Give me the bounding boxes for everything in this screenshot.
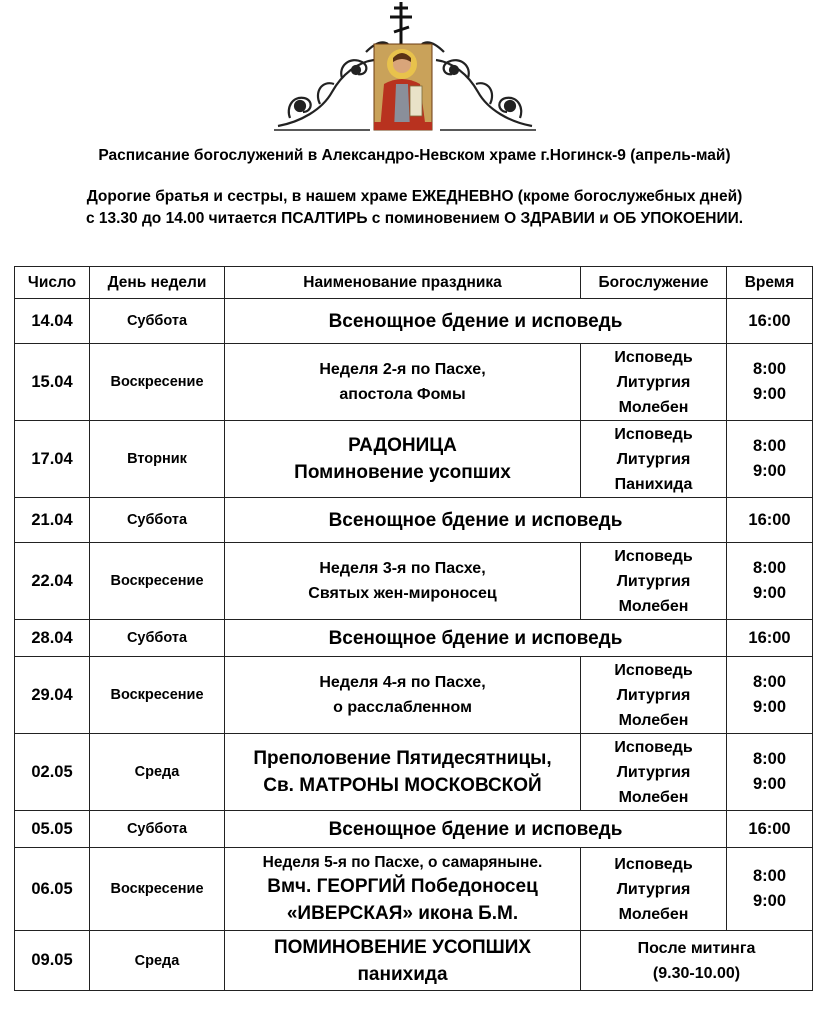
left-scroll-ornament-icon xyxy=(274,42,388,130)
table-row xyxy=(15,344,813,421)
intro-line-2: с 13.30 до 14.00 читается ПСАЛТИРЬ с поминовением О ЗДРАВИИ и ОБ УПОКОЕНИИ. xyxy=(85,210,744,227)
weekday-cell: Воскресение xyxy=(90,543,225,620)
service-line: Молебен xyxy=(618,711,689,729)
feast-line: «ИВЕРСКАЯ» икона Б.М. xyxy=(286,902,519,924)
orthodox-cross-icon xyxy=(390,2,412,45)
feast-cell: Всенощное бдение и исповедь xyxy=(225,299,727,344)
time-line: 8:00 xyxy=(752,673,787,691)
service-line: Литургия xyxy=(616,373,691,391)
time-cell xyxy=(727,543,813,620)
weekday-cell: Среда xyxy=(90,931,225,991)
feast-line: Неделя 3-я по Пасхе, xyxy=(319,560,486,577)
time-cell: 16:00 xyxy=(727,498,813,543)
time-cell xyxy=(727,657,813,734)
feast-line: ПОМИНОВЕНИЕ УСОПШИХ xyxy=(273,936,532,958)
time-cell xyxy=(727,734,813,811)
time-line: 9:00 xyxy=(752,698,787,716)
feast-cell xyxy=(225,848,581,931)
weekday-cell: Воскресение xyxy=(90,848,225,931)
feast-cell xyxy=(225,657,581,734)
date-cell: 29.04 xyxy=(15,657,90,734)
time-cell xyxy=(727,421,813,498)
service-line: Исповедь xyxy=(614,547,693,565)
feast-line: панихида xyxy=(357,963,448,985)
table-row xyxy=(15,498,813,543)
feast-line: Вмч. ГЕОРГИЙ Победоносец xyxy=(267,875,538,897)
column-header-date: Число xyxy=(15,267,90,299)
table-row xyxy=(15,299,813,344)
church-header-ornament xyxy=(270,0,540,135)
service-line: Молебен xyxy=(618,398,689,416)
table-row xyxy=(15,734,813,811)
date-cell: 06.05 xyxy=(15,848,90,931)
feast-line: Св. МАТРОНЫ МОСКОВСКОЙ xyxy=(263,775,542,796)
feast-line: Неделя 4-я по Пасхе, xyxy=(319,674,486,691)
feast-cell xyxy=(225,421,581,498)
table-row xyxy=(15,931,813,991)
service-line: Молебен xyxy=(618,905,689,923)
feast-cell xyxy=(225,344,581,421)
weekday-cell: Вторник xyxy=(90,421,225,498)
time-cell: 16:00 xyxy=(727,620,813,657)
time-line: 8:00 xyxy=(752,437,787,455)
intro-line-1: Дорогие братья и сестры, в нашем храме ЕЖЕДНЕВНО (кроме богослужебных дней) xyxy=(86,188,743,205)
service-line: Исповедь xyxy=(614,855,693,873)
date-cell: 05.05 xyxy=(15,811,90,848)
service-cell xyxy=(581,734,727,811)
feast-line: Святых жен-мироносец xyxy=(308,585,497,602)
weekday-cell: Среда xyxy=(90,734,225,811)
time-line: 8:00 xyxy=(752,750,787,768)
service-line: Молебен xyxy=(618,597,689,615)
feast-cell xyxy=(225,734,581,811)
date-cell: 02.05 xyxy=(15,734,90,811)
feast-cell: Всенощное бдение и исповедь xyxy=(225,811,727,848)
service-line: Литургия xyxy=(616,450,691,468)
time-line: 8:00 xyxy=(752,360,787,378)
column-header-time: Время xyxy=(727,267,813,299)
weekday-cell: Суббота xyxy=(90,498,225,543)
feast-line: Преполовение Пятидесятницы, xyxy=(253,748,552,769)
weekday-cell: Суббота xyxy=(90,811,225,848)
table-header-row xyxy=(15,267,813,299)
time-line: 8:00 xyxy=(752,867,787,885)
feast-cell xyxy=(225,931,581,991)
table-row xyxy=(15,811,813,848)
service-line: Литургия xyxy=(616,880,691,898)
date-cell: 22.04 xyxy=(15,543,90,620)
feast-line: о расслабленном xyxy=(333,699,472,716)
table-row xyxy=(15,421,813,498)
feast-line: Поминовение усопших xyxy=(294,462,511,483)
weekday-cell: Воскресение xyxy=(90,344,225,421)
page-title: Расписание богослужений в Александро-Невском храме г.Ногинск-9 (апрель-май) xyxy=(98,147,731,164)
weekday-cell: Суббота xyxy=(90,299,225,344)
time-cell: 16:00 xyxy=(727,299,813,344)
right-scroll-ornament-icon xyxy=(422,42,536,130)
service-line: Литургия xyxy=(616,763,691,781)
date-cell: 15.04 xyxy=(15,344,90,421)
time-line: 9:00 xyxy=(752,462,787,480)
table-row xyxy=(15,620,813,657)
time-cell: 16:00 xyxy=(727,811,813,848)
service-cell xyxy=(581,344,727,421)
service-line: Панихида xyxy=(614,475,693,493)
time-line: 9:00 xyxy=(752,775,787,793)
service-line: Исповедь xyxy=(614,738,693,756)
column-header-service: Богослужение xyxy=(581,267,727,299)
table-row xyxy=(15,848,813,931)
service-cell xyxy=(581,657,727,734)
date-cell: 14.04 xyxy=(15,299,90,344)
weekday-cell: Суббота xyxy=(90,620,225,657)
service-cell xyxy=(581,421,727,498)
feast-cell: Всенощное бдение и исповедь xyxy=(225,498,727,543)
service-schedule-table xyxy=(14,266,813,991)
service-time-cell xyxy=(581,931,813,991)
column-header-feast: Наименование праздника xyxy=(225,267,581,299)
service-time-line: После митинга xyxy=(637,939,756,957)
table-row xyxy=(15,657,813,734)
feast-cell xyxy=(225,543,581,620)
service-line: Исповедь xyxy=(614,425,693,443)
service-line: Исповедь xyxy=(614,348,693,366)
service-line: Литургия xyxy=(616,572,691,590)
time-line: 8:00 xyxy=(752,559,787,577)
feast-cell: Всенощное бдение и исповедь xyxy=(225,620,727,657)
service-line: Литургия xyxy=(616,686,691,704)
feast-line: апостола Фомы xyxy=(339,386,466,403)
time-line: 9:00 xyxy=(752,892,787,910)
service-line: Молебен xyxy=(618,788,689,806)
service-cell xyxy=(581,848,727,931)
feast-line: РАДОНИЦА xyxy=(348,435,457,456)
saint-alexander-nevsky-icon xyxy=(374,44,432,130)
time-cell xyxy=(727,848,813,931)
table-row xyxy=(15,543,813,620)
feast-line: Неделя 5-я по Пасхе, о самаряныне. xyxy=(262,853,543,871)
intro-notice xyxy=(0,186,829,230)
weekday-cell: Воскресение xyxy=(90,657,225,734)
time-line: 9:00 xyxy=(752,584,787,602)
service-time-line: (9.30-10.00) xyxy=(652,964,741,982)
date-cell: 09.05 xyxy=(15,931,90,991)
time-line: 9:00 xyxy=(752,385,787,403)
service-line: Исповедь xyxy=(614,661,693,679)
date-cell: 21.04 xyxy=(15,498,90,543)
feast-line: Неделя 2-я по Пасхе, xyxy=(319,361,486,378)
time-cell xyxy=(727,344,813,421)
column-header-weekday: День недели xyxy=(90,267,225,299)
date-cell: 17.04 xyxy=(15,421,90,498)
date-cell: 28.04 xyxy=(15,620,90,657)
service-cell xyxy=(581,543,727,620)
